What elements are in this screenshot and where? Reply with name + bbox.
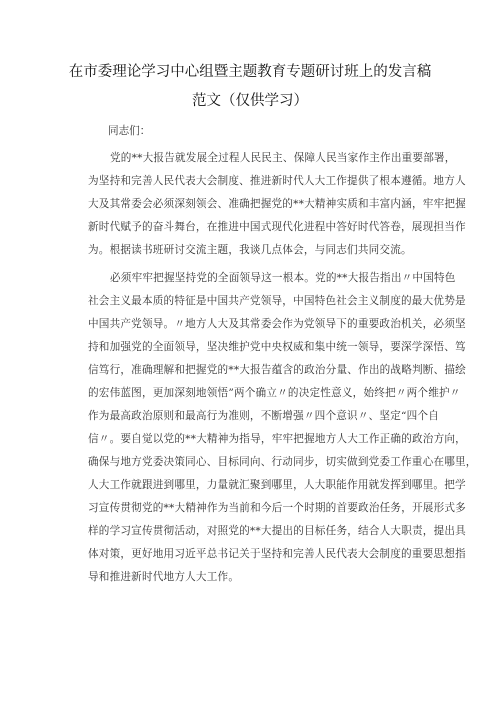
document-title: 在市委理论学习中心组暨主题教育专题研讨班上的发言稿 [68, 64, 432, 80]
paragraph-line: 中国共产党领导。〃地方人大及其常委会作为党领导下的重要政治机关，必须坚 [88, 318, 466, 330]
paragraph-line: 信〃。要自觉以党的**大精神为指导，牢牢把握地方人大工作正确的政治方向， [88, 433, 466, 445]
paragraph-line: 党的**大报告就发展全过程人民民主、保障人民当家作主作出重要部署， [110, 152, 456, 164]
paragraph-line: 人大工作就跟进到哪里，力量就汇聚到哪里，人大职能作用就发挥到哪里。把学 [88, 479, 466, 491]
paragraph-line: 大及其常委会必须深刻领会、准确把握党的**大精神实质和丰富内涵，牢牢把握 [88, 198, 466, 210]
paragraph-line: 为。根据读书班研讨交流主题，我谈几点体会，与同志们共同交流。 [88, 244, 412, 256]
paragraph-line: 导和推进新时代地方人大工作。 [88, 571, 240, 583]
paragraph-line: 社会主义最本质的特征是中国共产党领导，中国特色社会主义制度的最大优势是 [88, 295, 466, 307]
paragraph-line: 习宣传贯彻党的**大精神作为当前和今后一个时期的首要政治任务，开展形式多 [88, 502, 466, 514]
paragraph-line: 确保与地方党委决策同心、目标同向、行动同步，切实做到党委工作重心在哪里， [88, 456, 477, 468]
salutation: 同志们： [108, 125, 151, 137]
paragraph-line: 新时代赋予的奋斗舞台，在推进中国式现代化进程中答好时代答卷，展现担当作 [88, 221, 466, 233]
paragraph-line: 体对策，更好地用习近平总书记关于坚持和完善人民代表大会制度的重要思想指 [88, 548, 466, 560]
document-subtitle: 范文（仅供学习） [192, 93, 308, 109]
paragraph-line: 信笃行，准确理解和把握党的**大报告蕴含的政治分量、作出的战略判断、描绘 [88, 364, 466, 376]
paragraph-line: 作为最高政治原则和最高行为准则，不断增强〃四个意识〃、坚定“四个自 [88, 410, 440, 422]
paragraph-line: 样的学习宣传贯彻活动，对照党的**大提出的目标任务，结合人大职责，提出具 [88, 525, 466, 537]
paragraph-line: 的宏伟蓝图，更加深刻地领悟”两个确立〃的决定性意义，始终把〃两个维护〃 [88, 387, 461, 399]
paragraph-line: 持和加强党的全面领导，坚决维护党中央权威和集中统一领导，要深学深悟、笃 [88, 341, 466, 353]
paragraph-line: 为坚持和完善人民代表大会制度、推进新时代人大工作提供了根本遵循。地方人 [88, 175, 466, 187]
paragraph-line: 必须牢牢把握坚持党的全面领导这一根本。党的**大报告指出〃中国特色 [110, 272, 456, 284]
